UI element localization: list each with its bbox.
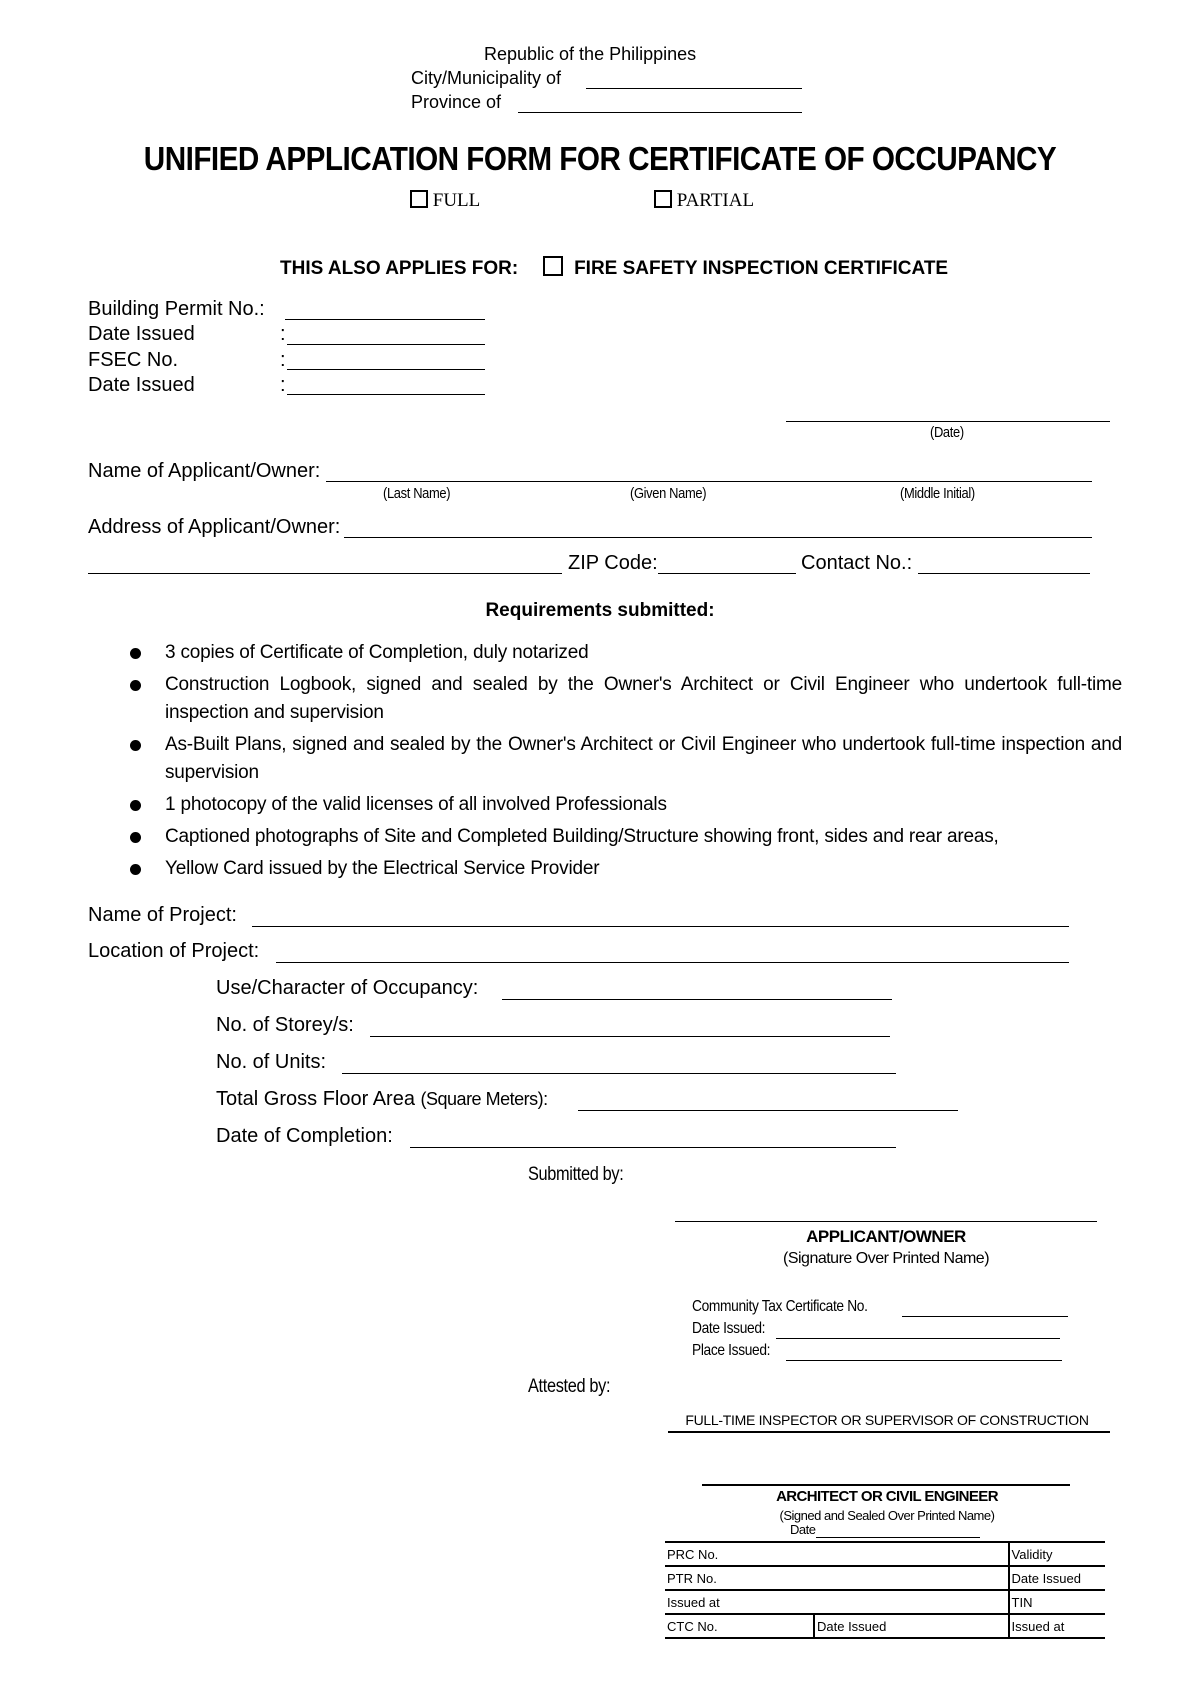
project-location-label: Location of Project: [88,940,260,962]
full-label: FULL [432,190,481,211]
date-caption: (Date) [930,424,964,441]
colon-3: : [280,374,286,396]
colon-1: : [280,323,286,345]
ctc-field[interactable] [902,1316,1068,1317]
bullet-icon [130,648,141,659]
validity-cell[interactable]: Validity [1009,1542,1105,1566]
table-row [665,1566,1105,1590]
ptr-cell[interactable]: PTR No. [665,1566,1009,1590]
province-field[interactable] [518,112,802,113]
fsec-label: FSEC No. [88,349,179,371]
occupancy-label: Use/Character of Occupancy: [216,977,479,999]
applicant-address-label: Address of Applicant/Owner: [88,516,341,538]
zip-field[interactable] [658,573,796,574]
option-full[interactable] [410,190,480,212]
colon-2: : [280,349,286,371]
contact-field[interactable] [918,573,1090,574]
applicant-name-label: Name of Applicant/Owner: [88,460,321,482]
storeys-label: No. of Storey/s: [216,1014,354,1036]
issued-at-cell[interactable]: Issued at [665,1590,1009,1614]
list-item[interactable]: Captioned photographs of Site and Completed Building/Structure showing front, sides and rear areas, [130,823,1122,851]
option-partial[interactable] [654,190,754,212]
ctc-date-field[interactable] [776,1338,1060,1339]
table-row [665,1590,1105,1614]
gfa-label: Total Gross Floor Area (Square Meters): [216,1088,548,1110]
date-issued-field-1[interactable] [287,344,485,345]
attested-by-label: Attested by: [528,1376,611,1397]
ctc-date-label: Date Issued: [692,1320,766,1337]
table-row [665,1542,1105,1566]
building-permit-label: Building Permit No.: [88,298,265,320]
prc-cell[interactable]: PRC No. [665,1542,1009,1566]
ctc-label: Community Tax Certificate No. [692,1298,868,1315]
inspector-signature-line[interactable] [668,1431,1110,1433]
fsec-field[interactable] [287,369,485,370]
completion-label: Date of Completion: [216,1125,393,1147]
form-title: UNIFIED APPLICATION FORM FOR CERTIFICATE OF OCCUPANCY [143,140,1057,177]
building-permit-field[interactable] [285,319,485,320]
date-issued-label-1: Date Issued [88,323,195,345]
engineer-date-field[interactable] [816,1537,980,1538]
requirements-list [130,639,1122,887]
engineer-signature-line[interactable] [702,1484,1070,1486]
submitted-by-label: Submitted by: [528,1164,624,1185]
zip-label: ZIP Code: [568,552,658,574]
middle-initial-caption: (Middle Initial) [900,485,975,502]
applicant-signature-line[interactable] [675,1221,1097,1222]
applicant-name-field[interactable] [326,481,1092,482]
date-issued-field-2[interactable] [287,394,485,395]
applicant-subtitle: (Signature Over Printed Name) [782,1250,990,1267]
table-row [665,1614,1105,1638]
fsic-checkbox[interactable] [543,256,563,276]
bullet-icon [130,680,141,691]
list-item[interactable]: Yellow Card issued by the Electrical Service Provider [130,855,1122,883]
bullet-icon [130,864,141,875]
project-name-field[interactable] [252,926,1069,927]
list-item[interactable]: 1 photocopy of the valid licenses of all involved Professionals [130,791,1122,819]
contact-label: Contact No.: [801,552,913,574]
also-applies-label: THIS ALSO APPLIES FOR: [280,258,519,279]
tin-cell[interactable]: TIN [1009,1590,1105,1614]
ctc-date-cell[interactable]: Date Issued [814,1614,1009,1638]
bullet-icon [130,800,141,811]
ctc-issued-at-cell[interactable]: Issued at [1009,1614,1105,1638]
list-item[interactable]: Construction Logbook, signed and sealed by the Owner's Architect or Civil Engineer who undertook full-time inspection and supervision [130,671,1122,727]
republic-heading: Republic of the Philippines [484,44,697,64]
units-label: No. of Units: [216,1051,327,1073]
project-name-label: Name of Project: [88,904,237,926]
ctc-place-field[interactable] [786,1360,1062,1361]
applicant-address-field[interactable] [344,537,1092,538]
units-field[interactable] [342,1073,896,1074]
city-field[interactable] [586,88,802,89]
completion-field[interactable] [410,1147,896,1148]
fsic-label: FIRE SAFETY INSPECTION CERTIFICATE [574,258,949,279]
list-item[interactable]: 3 copies of Certificate of Completion, duly notarized [130,639,1122,667]
given-name-caption: (Given Name) [630,485,707,502]
bullet-icon [130,832,141,843]
date-issued-label-2: Date Issued [88,374,195,396]
list-item[interactable]: As-Built Plans, signed and sealed by the Owner's Architect or Civil Engineer who undertook full-time inspection and supervision [130,731,1122,787]
date-field[interactable] [786,421,1110,422]
full-checkbox[interactable] [410,190,428,208]
project-location-field[interactable] [276,962,1069,963]
professional-info-table [665,1541,1105,1639]
last-name-caption: (Last Name) [383,485,451,502]
partial-label: PARTIAL [676,190,755,211]
occupancy-field[interactable] [502,999,892,1000]
ctc-place-label: Place Issued: [692,1342,771,1359]
ptr-date-cell[interactable]: Date Issued [1009,1566,1105,1590]
engineer-title: ARCHITECT OR CIVIL ENGINEER [776,1488,998,1505]
engineer-date-label: Date [790,1522,816,1537]
ctc-no-cell[interactable]: CTC No. [665,1614,814,1638]
applicant-title: APPLICANT/OWNER [806,1227,966,1246]
address-line-2[interactable] [88,573,562,574]
inspector-title: FULL-TIME INSPECTOR OR SUPERVISOR OF CONSTRUCTION [685,1412,1089,1428]
province-label: Province of [411,92,502,112]
gfa-field[interactable] [578,1110,958,1111]
requirements-heading: Requirements submitted: [485,600,715,621]
partial-checkbox[interactable] [654,190,672,208]
storeys-field[interactable] [370,1036,890,1037]
bullet-icon [130,740,141,751]
city-label: City/Municipality of [411,68,562,88]
engineer-subtitle: (Signed and Sealed Over Printed Name) [779,1508,995,1523]
also-applies-row [280,256,948,280]
